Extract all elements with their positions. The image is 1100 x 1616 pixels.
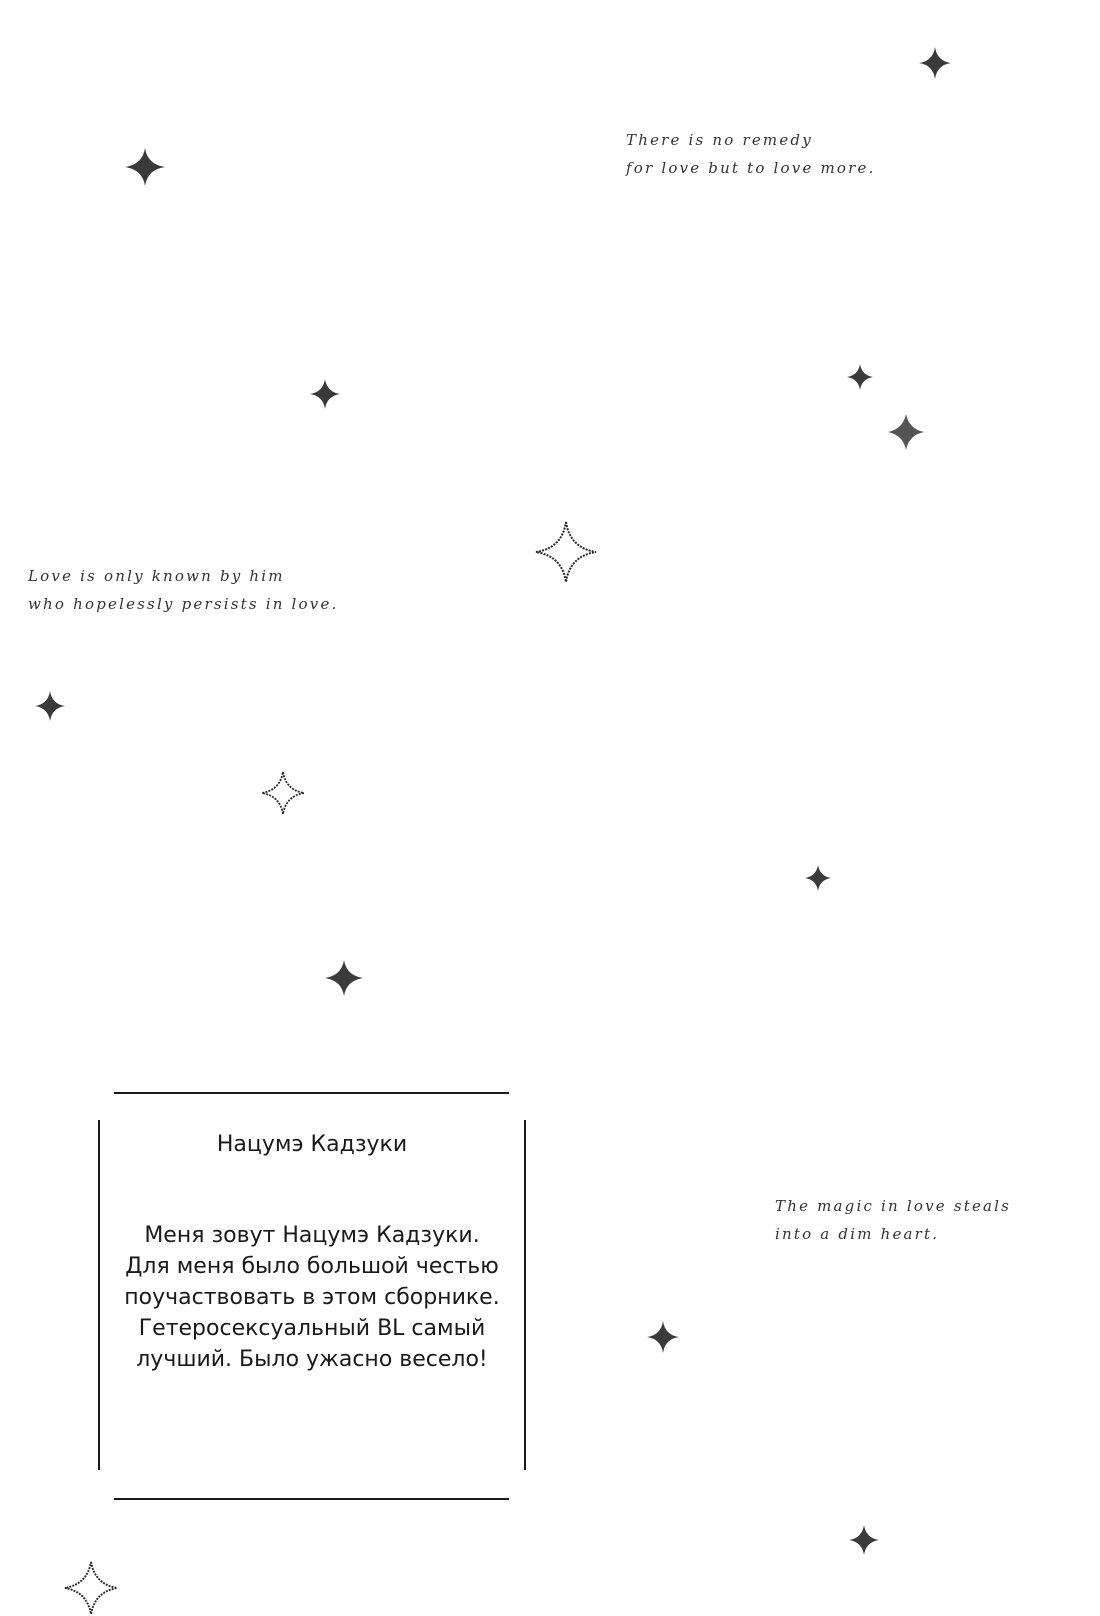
quote-line: who hopelessly persists in love. <box>28 595 339 613</box>
quote-line: Love is only known by him <box>28 567 285 585</box>
quote-magic <box>775 1192 1011 1248</box>
sparkle-icon <box>34 690 66 722</box>
sparkle-icon <box>918 46 952 80</box>
frame-top-divider <box>114 1092 509 1094</box>
author-name: Нацумэ Кадзуки <box>216 1132 408 1157</box>
sparkle-icon <box>804 864 832 892</box>
sparkle-icon <box>848 1524 880 1556</box>
message-line: Для меня было большой честью <box>125 1254 499 1279</box>
frame-right-divider <box>524 1120 526 1470</box>
sparkle-icon <box>846 363 874 391</box>
author-message <box>100 1220 524 1375</box>
sparkle-icon <box>324 958 364 998</box>
quote-line: into a dim heart. <box>775 1225 940 1243</box>
sparkle-icon <box>124 146 166 188</box>
quote-line: for love but to love more. <box>626 159 876 177</box>
quote-line: There is no remedy <box>626 131 813 149</box>
message-line: Гетеросексуальный BL самый <box>138 1316 486 1341</box>
sparkle-icon <box>309 378 341 410</box>
frame-bottom-divider <box>114 1498 509 1500</box>
sparkle-icon <box>260 770 306 816</box>
sparkle-icon <box>886 412 926 452</box>
message-line: поучаствовать в этом сборнике. <box>124 1285 500 1310</box>
quote-persists <box>28 562 339 618</box>
message-line: лучший. Было ужасно весело! <box>136 1347 488 1372</box>
sparkle-icon <box>534 520 598 584</box>
message-line: Меня зовут Нацумэ Кадзуки. <box>144 1223 480 1248</box>
quote-remedy <box>626 126 876 182</box>
quote-line: The magic in love steals <box>775 1197 1012 1215</box>
sparkle-icon <box>62 1560 120 1616</box>
sparkle-icon <box>646 1320 680 1354</box>
